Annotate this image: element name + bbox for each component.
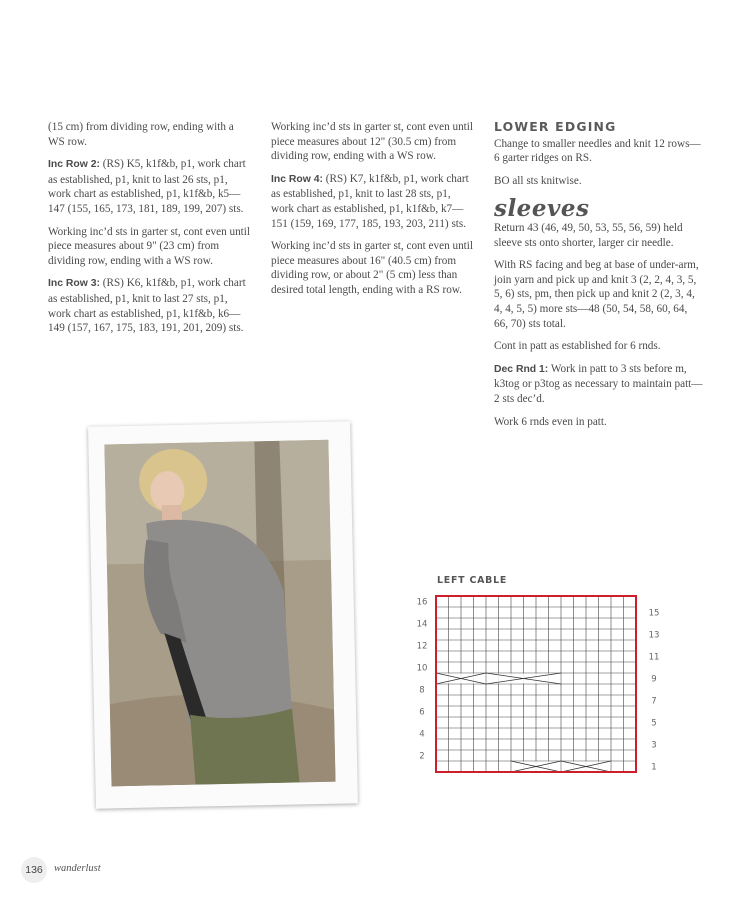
text-column-3 [494,120,704,437]
row-label: Inc Row 2: [48,159,100,171]
photo-frame [88,421,358,808]
right-row-labels [649,609,660,773]
paragraph: Cont in patt as established for 6 rnds. [494,340,661,353]
paragraph: Working inc’d sts in garter st, cont even until piece measures about 16" (40.5 cm) from dividing row, or about 2" (5 cm) less than desired total length, ending with a RS row. [271,240,473,296]
text-column-2 [271,120,475,306]
paragraph [48,157,250,216]
text-column-1 [48,120,250,344]
paragraph: Return 43 (46, 49, 50, 53, 55, 56, 59) held sleeve sts onto shorter, larger cir needle. [494,221,683,249]
row-label-left: 6 [419,707,425,718]
row-label-left: 2 [419,751,425,762]
paragraph: Working inc’d sts in garter st, cont even until piece measures about 12" (30.5 cm) from dividing row, ending with a WS row. [271,121,473,163]
row-label-right: 11 [648,652,660,663]
row-label-left: 16 [416,597,428,608]
row-label: Inc Row 3: [48,278,100,290]
chart-title: LEFT CABLE [437,575,508,586]
paragraph [271,172,475,231]
row-label-right: 5 [651,718,657,729]
row-label-left: 12 [416,641,428,652]
paragraph: Working inc’d sts in garter st, cont even until piece measures about 9" (23 cm) from dividing row, ending with a WS row. [48,225,250,267]
left-row-labels [417,598,428,762]
row-instructions: (RS) K5, k1f&b, p1, work chart as established, p1, knit to last 26 sts, p1, work chart as established, p1, k1f&b, k5—147 (155, 165, 173, 181, 189, 199, 207) sts. [48,158,246,215]
row-label-left: 8 [419,685,425,696]
paragraph [48,276,250,335]
paragraph: With RS facing and beg at base of under-arm, join yarn and pick up and knit 3 (2, 2, 4, 3, 5, 5, 6) sts, pm, then pick up and knit 2 (2, 3, 4, 4, 4, 5, 5) more sts—48 (50, 54, 58, 60, 64, 66, 70) sts total. [494,259,699,330]
model-photo-illustration [104,440,335,787]
model-photo [104,440,335,787]
row-label-right: 3 [651,740,657,751]
page-number-badge [21,857,47,883]
book-title: wanderlust [54,863,101,874]
row-label-right: 1 [651,762,657,773]
row-instructions: (RS) K6, k1f&b, p1, work chart as established, p1, knit to last 27 sts, p1, work chart as established, p1, k1f&b, k6—149 (157, 167, 175, 183, 191, 201, 209) sts. [48,277,246,335]
row-instructions: Work in patt to 3 sts before m, k3tog or p3tog as necessary to maintain patt—2 sts dec’d. [494,362,703,405]
row-label-left: 10 [416,663,428,674]
left-cable-chart [400,590,670,780]
paragraph [494,362,704,407]
section-heading-sleeves: sleeves [494,195,590,223]
row-label-right: 13 [648,630,660,641]
row-label-left: 4 [419,729,425,740]
row-label: Inc Row 4: [271,173,323,185]
paragraph: (15 cm) from dividing row, ending with a WS row. [48,121,234,148]
chart-grid [436,596,636,772]
paragraph: BO all sts knitwise. [494,174,582,187]
page-number: 136 [25,864,43,876]
row-label-right: 9 [651,674,657,685]
paragraph: Work 6 rnds even in patt. [494,415,607,428]
row-label-left: 14 [416,619,428,630]
row-label-right: 7 [651,696,657,707]
section-heading-lower-edging: LOWER EDGING [494,119,617,134]
paragraph: Change to smaller needles and knit 12 rows—6 garter ridges on RS. [494,137,701,165]
row-label: Dec Rnd 1: [494,363,549,375]
row-label-right: 15 [648,608,660,619]
row-instructions: (RS) K7, k1f&b, p1, work chart as established, p1, knit to last 28 sts, p1, work chart as established, p1, k1f&b, k7—151 (159, 169, 177, 185, 193, 203, 211) sts. [271,172,469,230]
